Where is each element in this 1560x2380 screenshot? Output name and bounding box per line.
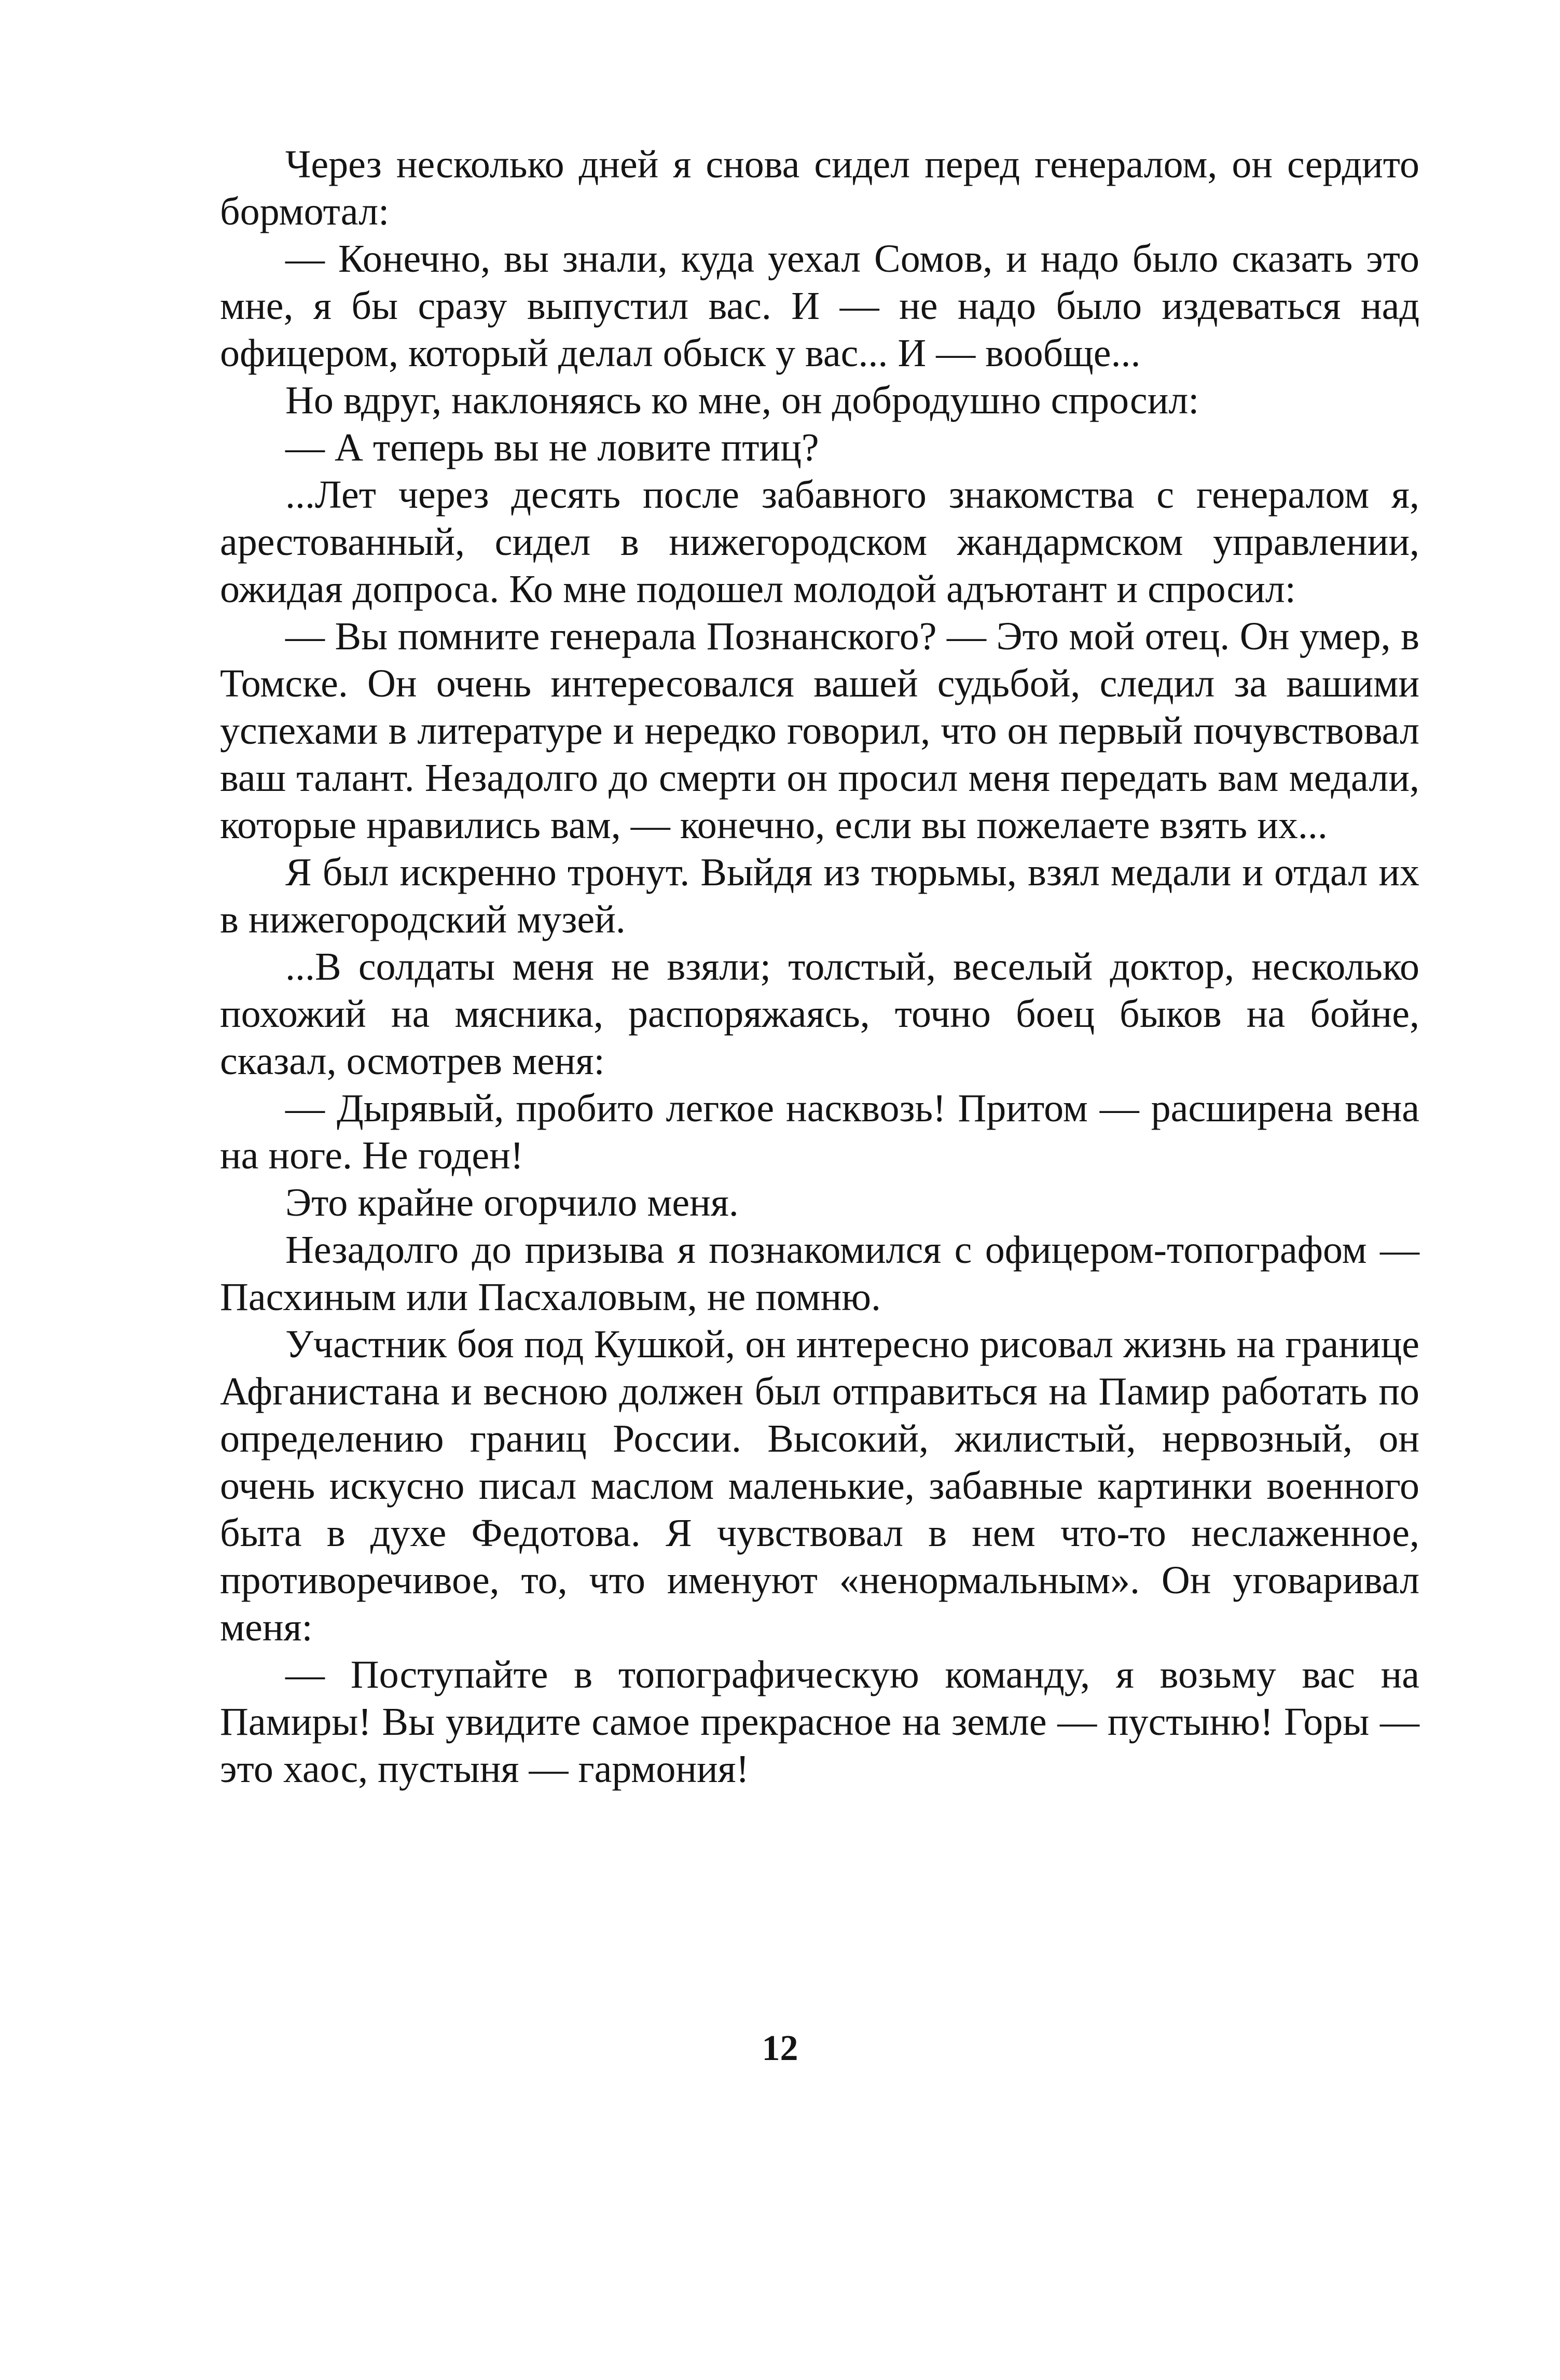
paragraph: Но вдруг, наклоняясь ко мне, он добродушно спросил: xyxy=(285,379,1199,422)
paragraph: — Конечно, вы знали, куда уехал Сомов, и надо было сказать это мне, я бы сразу выпустил вас. И — не надо было издеваться над офицером, который делал обыск у вас... И — вообще... xyxy=(220,237,1419,375)
paragraph: — А теперь вы не ловите птиц? xyxy=(285,426,819,469)
page-number: 12 xyxy=(762,2028,798,2068)
paragraph: Незадолго до призыва я познакомился с офицером-топографом — Пасхиным или Пасхаловым, не помню. xyxy=(220,1228,1419,1319)
paragraph: — Дырявый, пробито легкое насквозь! Притом — расширена вена на ноге. Не годен! xyxy=(220,1087,1419,1177)
paragraph: Это крайне огорчило меня. xyxy=(285,1181,739,1224)
paragraph: Участник боя под Кушкой, он интересно рисовал жизнь на границе Афганистана и весною должен был отправиться на Памир работать по определению границ России. Высокий, жилистый, нервозный, он очень искусно писал маслом маленькие, забавные картинки военного быта в духе Федотова. Я чувствовал в нем что-то неслаженное, противоречивое, то, что именуют «ненормальным». Он уговаривал меня: xyxy=(220,1323,1419,1649)
paragraph: — Поступайте в топографическую команду, я возьму вас на Памиры! Вы увидите самое прекрасное на земле — пустыню! Горы — это хаос, пустыня — гармония! xyxy=(220,1653,1419,1791)
paragraph: Я был искренно тронут. Выйдя из тюрьмы, взял медали и отдал их в нижегородский музей. xyxy=(220,851,1419,941)
paragraph: — Вы помните генерала Познанского? — Это мой отец. Он умер, в Томске. Он очень интересовался вашей судьбой, следил за вашими успехами в литературе и нередко говорил, что он первый почувствовал ваш талант. Незадолго до смерти он просил меня передать вам медали, которые нравились вам, — конечно, если вы пожелаете взять их... xyxy=(220,615,1419,847)
paragraph: ...Лет через десять после забавного знакомства с генералом я, арестованный, сидел в нижегородском жандармском управлении, ожидая допроса. Ко мне подошел молодой адъютант и спросил: xyxy=(220,473,1419,611)
paragraph: Через несколько дней я снова сидел перед генералом, он сердито бормотал: xyxy=(220,143,1419,233)
paragraph: ...В солдаты меня не взяли; толстый, веселый доктор, несколько похожий на мясника, распоряжаясь, точно боец быков на бойне, сказал, осмотрев меня: xyxy=(220,945,1419,1083)
body-text xyxy=(220,141,1419,1793)
